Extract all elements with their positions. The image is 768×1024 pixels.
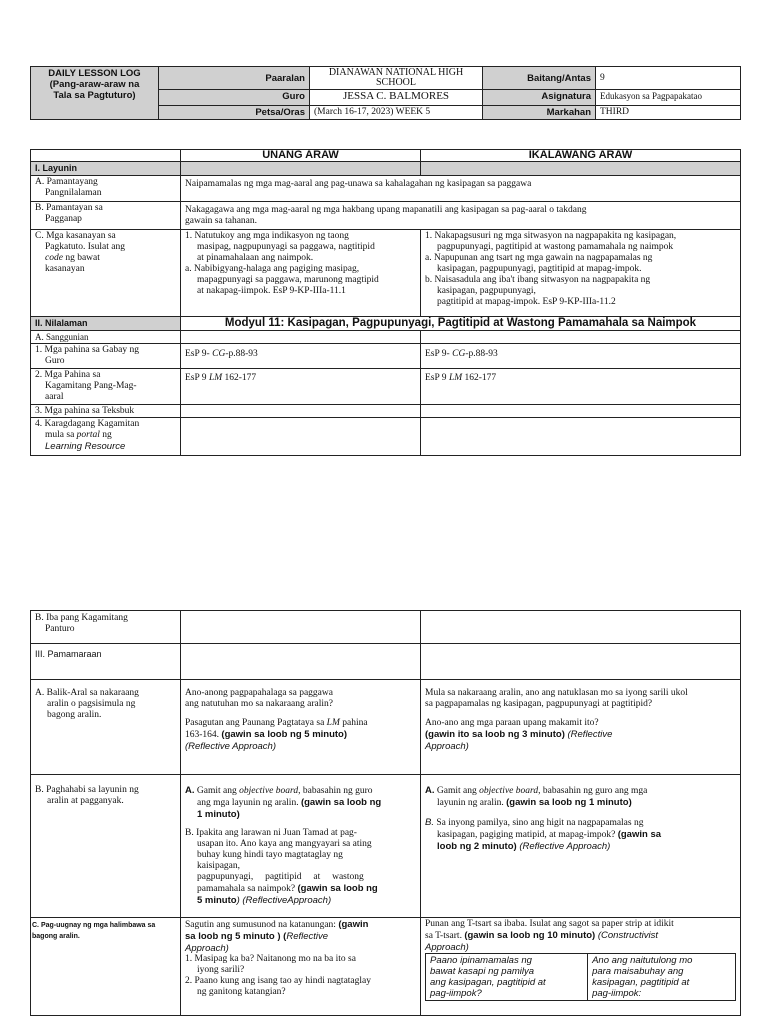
balik-aral-ikalawang-araw: Mula sa nakaraang aralin, ano ang natuklasan mo sa iyong sarili ukol sa pagpapamalas ng kasipagan, pagpupunyagi at pagtitipid? Ano-ano ang mga paraan upang makamit ito? (gawin ito sa loob ng 3 minuto) (Reflective Approach): [421, 680, 741, 775]
baitang-value: 9: [596, 67, 741, 90]
kagamitan-label: 2. Mga Pahina sa Kagamitang Pang-Mag- aaral: [31, 369, 181, 405]
pag-uugnay-unang-araw: Sagutin ang sumusunod na katanungan: (gawin sa loob ng 5 minuto ) (Reflective Approach) 1. Masipag ka ba? Naitanong mo na ba ito sa iyong sarili? 2. Paano kung ang isang tao ay hindi nagtataglay ng ganitong katangian?: [181, 918, 421, 1016]
paghahabi-ikalawang-araw: A. Gamit ang objective board, babasahin ng guro ang mga layunin ng aralin. (gawin sa loob ng 1 minuto) B. Sa inyong pamilya, sino ang higit na nagpapamalas ng kasipagan, pagiging matipid, at mapag-impok? (gawin sa loob ng 2 minuto) (Reflective Approach): [421, 775, 741, 918]
unang-araw-header: UNANG ARAW: [181, 150, 421, 162]
sanggunian-label: A. Sanggunian: [31, 331, 181, 344]
header-table: [30, 66, 741, 120]
asignatura-value: Edukasyon sa Pagpapakatao: [596, 90, 741, 106]
layunin-label: I. Layunin: [31, 162, 181, 176]
ikalawang-araw-header: IKALAWANG ARAW: [421, 150, 741, 162]
guro-value: JESSA C. BALMORES: [310, 90, 483, 106]
markahan-value: THIRD: [596, 106, 741, 120]
petsa-label: Petsa/Oras: [159, 106, 310, 120]
kagamitan-unang-araw: EsP 9 LM 162-177: [181, 369, 421, 405]
lower-table: [30, 610, 741, 1016]
gabay-label: 1. Mga pahina sa Gabay ng Guro: [31, 344, 181, 369]
karagdagang-label: 4. Karagdagang Kagamitan mula sa portal ng Learning Resource: [31, 418, 181, 456]
iba-pang-kagamitan-label: B. Iba pang Kagamitang Panturo: [31, 611, 181, 644]
kasanayan-label: C. Mga kasanayan sa Pagkatuto. Isulat ang code ng bawat kasanayan: [31, 230, 181, 317]
kasanayan-unang-araw: 1. Natutukoy ang mga indikasyon ng taong masipag, nagpupunyagi sa paggawa, nagtitipid at pinamahalaan ang naimpok. a. Nabibigyang-halaga ang pagiging masipag, mapagpunyagi sa paggawa, marunong magtipid at nakapag-iimpok. EsP 9-KP-IIIa-11.1: [181, 230, 421, 317]
t-chart-left: Paano ipinamamalas ng bawat kasapi ng pamilya ang kasipagan, pagtitipid at pag-iimpok?: [426, 954, 588, 1001]
kagamitan-ikalawang-araw: EsP 9 LM 162-177: [421, 369, 741, 405]
pamamaraan-label: III. Pamamaraan: [31, 644, 181, 680]
petsa-value: (March 16-17, 2023) WEEK 5: [310, 106, 483, 120]
pamantayang-label: A. Pamantayang Pangnilalaman: [31, 176, 181, 202]
paghahabi-unang-araw: A. Gamit ang objective board, babasahin ng guro ang mga layunin ng aralin. (gawin sa loob ng 1 minuto) B. Ipakita ang larawan ni Juan Tamad at pag- usapan ito. Ano kaya ang mangyayari sa ating buhay kung hindi tayo magtataglay ng kaisipagan, pagpupunyagi, pagtitipid at wastong pamamahala sa naimpok? (gawin sa loob ng 5 minuto) (ReflectiveApproach): [181, 775, 421, 918]
balik-aral-label: A. Balik-Aral sa nakaraang aralin o pagsisimula ng bagong aralin.: [31, 680, 181, 775]
modyul-title: Modyul 11: Kasipagan, Pagpupunyagi, Pagtitipid at Wastong Pamamahala sa Naimpok: [181, 317, 741, 331]
paaralan-value: DIANAWAN NATIONAL HIGH SCHOOL: [310, 67, 483, 90]
daily-lesson-log-title: DAILY LESSON LOG (Pang-araw-araw na Tala sa Pagtuturo): [31, 67, 159, 120]
teksbuk-label: 3. Mga pahina sa Teksbuk: [31, 405, 181, 418]
pagganap-label: B. Pamantayan sa Pagganap: [31, 202, 181, 230]
pag-uugnay-label: C. Pag-uugnay ng mga halimbawa sa bagong aralin.: [31, 918, 181, 1016]
kasanayan-ikalawang-araw: 1. Nakapagsusuri ng mga sitwasyon na nagpapakita ng kasipagan, pagpupunyagi, pagtitipid at wastong pamamahala ng naimpok a. Napupunan ang tsart ng mga gawain na nagpapamalas ng kasipagan, pagpupunyagi, pagtitipid at mapag-impok. b. Naisasadula ang iba't ibang sitwasyon na nagpapakita ng kasipagan, pagpupunyagi, pagtitipid at mapag-impok. EsP 9-KP-IIIa-11.2: [421, 230, 741, 317]
gabay-ikalawang-araw: EsP 9- CG-p.88-93: [421, 344, 741, 369]
markahan-label: Markahan: [483, 106, 596, 120]
pag-uugnay-ikalawang-araw: Punan ang T-tsart sa ibaba. Isulat ang sagot sa paper strip at idikit sa T-tsart. (gawin sa loob ng 10 minuto) (Constructivist Approach) Paano ipinamamalas ng bawat kasapi ng pamilya ang kasipagan, pagtitipid at pag-iimpok? Ano ang naitutulong mo para maisabuhay ang kasipagan, pagtitipid at pag-iimpok:: [421, 918, 741, 1016]
balik-aral-unang-araw: Ano-anong pagpapahalaga sa paggawa ang natutuhan mo sa nakaraang aralin? Pasagutan ang Paunang Pagtataya sa LM pahina 163-164. (gawin sa loob ng 5 minuto) (Reflective Approach): [181, 680, 421, 775]
baitang-label: Baitang/Antas: [483, 67, 596, 90]
paaralan-label: Paaralan: [159, 67, 310, 90]
pagganap-value: Nakagagawa ang mga mag-aaral ng mga hakbang upang mapanatili ang kasipagan sa pag-aaral o takdang gawain sa tahanan.: [181, 202, 741, 230]
nilalaman-label: II. Nilalaman: [31, 317, 181, 331]
t-chart: [425, 953, 736, 1001]
t-chart-right: Ano ang naitutulong mo para maisabuhay ang kasipagan, pagtitipid at pag-iimpok:: [588, 954, 736, 1001]
pamantayang-value: Naipamamalas ng mga mag-aaral ang pag-unawa sa kahalagahan ng kasipagan sa paggawa: [181, 176, 741, 202]
paghahabi-label: B. Paghahabi sa layunin ng aralin at pagganyak.: [31, 775, 181, 918]
main-table: [30, 149, 741, 456]
guro-label: Guro: [159, 90, 310, 106]
asignatura-label: Asignatura: [483, 90, 596, 106]
gabay-unang-araw: EsP 9- CG-p.88-93: [181, 344, 421, 369]
